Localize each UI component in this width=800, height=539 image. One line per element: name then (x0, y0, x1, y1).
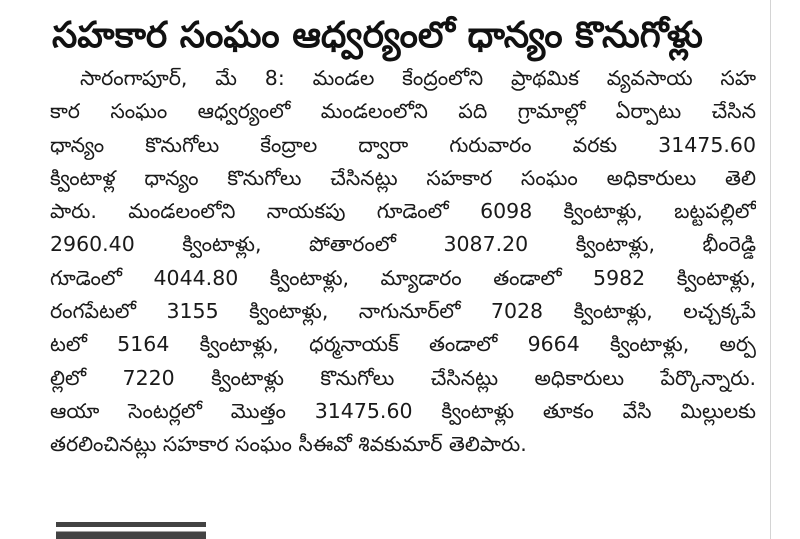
article-line-4: క్వింటాళ్ల ధాన్యం కొనుగోలు చేసినట్లు సహకార సంఘం అధికారులు తెలి (50, 165, 756, 190)
article-line-9: టలో 5164 క్వింటాళ్లు, ధర్మనాయక్‌ తండాలో 9664 క్వింటాళ్లు, అర్ప (50, 332, 756, 357)
article-line-1: సారంగాపూర్‌, మే 8: మండల కేంద్రంలోని ప్రాథమిక వ్యవసాయ సహ (80, 66, 756, 90)
article-line-10: ల్లిలో 7220 క్వింటాళ్లు కొనుగోలు చేసినట్లు అధికారులు పేర్కొన్నారు. (50, 365, 756, 390)
article-line-8: రంగపేటలో 3155 క్వింటాళ్లు, నాగునూర్‌లో 7028 క్వింటాళ్లు, లచ్చక్కపే (50, 299, 756, 324)
article-line-7: గూడెంలో 4044.80 క్వింటాళ్లు, మ్యాడారం తండాలో 5982 క్వింటాళ్లు, (50, 265, 756, 290)
article-line-12: తరలించినట్లు సహకార సంఘం సీఈవో శివకుమార్‌ తెలిపారు. (50, 432, 527, 457)
article-line-6: 2960.40 క్వింటాళ్లు, పోతారంలో 3087.20 క్వింటాళ్లు, భీంరెడ్డి (50, 232, 756, 257)
article-headline: సహకార సంఘం ఆధ్వర్యంలో ధాన్యం కొనుగోళ్లు (52, 15, 703, 56)
article-line-2: కార సంఘం ఆధ్వర్యంలో మండలంలోని పది గ్రామాల్లో ఏర్పాటు చేసిన (50, 99, 756, 124)
article-line-5: పారు. మండలంలోని నాయకపు గూడెంలో 6098 క్వింటాళ్లు, బట్టపల్లిలో (50, 199, 756, 224)
column-divider (770, 0, 771, 539)
article-line-11: ఆయా సెంటర్లలో మొత్తం 31475.60 క్వింటాళ్లు తూకం వేసి మిల్లులకు (50, 398, 756, 423)
article-body (50, 62, 756, 462)
next-article-headline-cropped (56, 522, 206, 539)
article-line-3: ధాన్యం కొనుగోలు కేంద్రాల ద్వారా గురువారం వరకు 31475.60 (50, 132, 756, 157)
